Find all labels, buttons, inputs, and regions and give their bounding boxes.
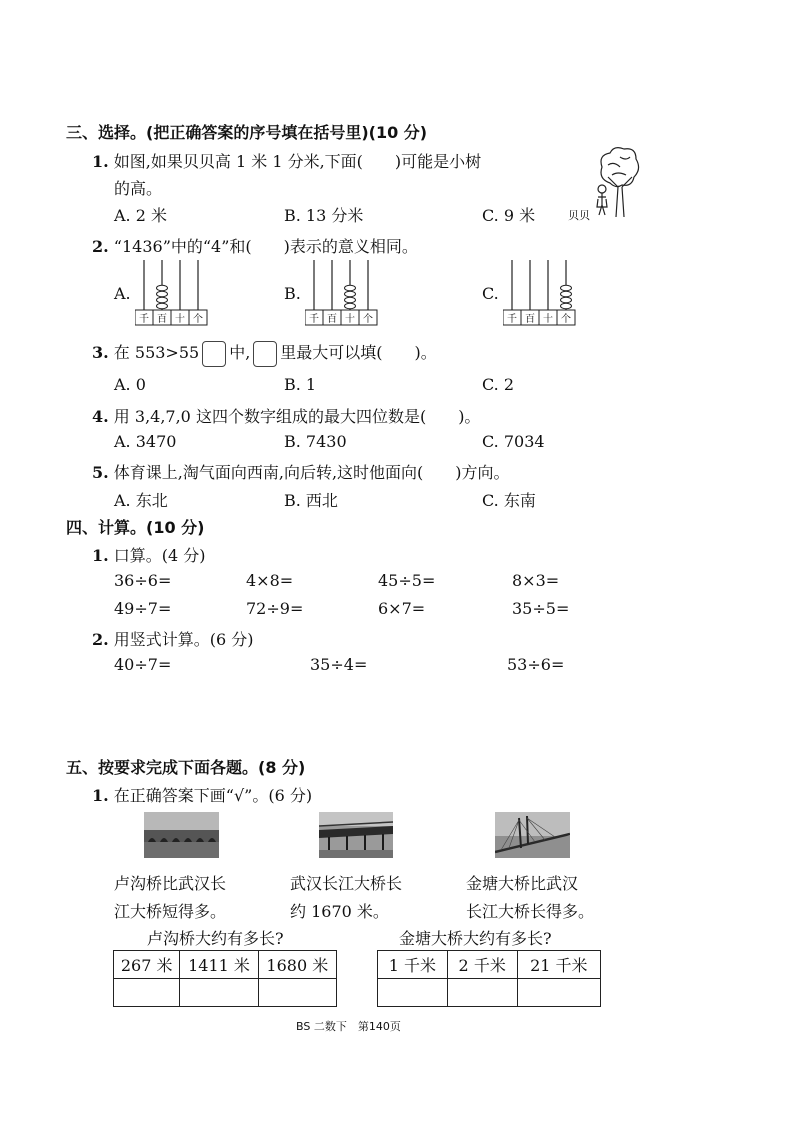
abacus-bead [345,291,356,297]
blank-box [202,341,226,367]
s5-p1-title: 在正确答案下画“√”。(6 分) [113,786,313,805]
table2-question: 金塘大桥大约有多长? [399,929,552,948]
bridge-caption: 长江大桥长得多。 [466,902,595,921]
abacus-bead [561,291,572,297]
s4-p1-heading [92,543,206,566]
abacus-place-label: 百 [157,314,167,325]
abacus-bead [157,291,168,297]
bridge-caption: 约 1670 米。 [290,902,389,921]
section3-heading [66,120,427,143]
abacus-place-label: 千 [507,314,517,325]
q2-text: “1436”中的“4”和( )表示的意义相同。 [113,237,418,256]
answer-table-jintang [377,950,601,1007]
q4-line [92,404,480,427]
abacus-bead [345,297,356,303]
oral-calc-item: 36÷6= [114,571,172,590]
option-cell: 21 千米 [517,951,600,979]
bridge-caption: 金塘大桥比武汉 [466,874,579,893]
abacus-b [305,258,380,328]
section3-title: 三、选择。 [66,123,147,142]
q2-option-b: B. [284,284,301,303]
oral-calc-item: 49÷7= [114,599,172,618]
abacus-bead [561,297,572,303]
lugou-bridge-photo [144,812,219,858]
q5-line [92,460,510,483]
q2-line [92,234,418,257]
section4-heading [66,515,204,538]
q1-line1 [92,149,481,172]
bridge-caption: 卢沟桥比武汉长 [114,874,227,893]
abacus-bead [157,285,168,291]
abacus-place-label: 个 [561,314,571,325]
abacus-place-label: 十 [175,314,185,325]
q3-option-b: B. 1 [284,375,317,394]
option-cell: 2 千米 [447,951,517,979]
jintang-bridge-photo [495,812,570,858]
page-footer: BS 二数下 第140页 [296,1020,401,1033]
q2-number: 2. [92,237,109,256]
abacus-place-label: 个 [363,314,373,325]
option-cell: 1 千米 [378,951,448,979]
q4-option-c: C. 7034 [482,432,545,451]
option-cell: 267 米 [114,951,180,979]
bridge-caption: 武汉长江大桥长 [290,874,403,893]
abacus-bead [345,303,356,309]
abacus-bead [561,285,572,291]
abacus-place-label: 个 [193,314,203,325]
blank-box [253,341,277,367]
abacus-c [503,258,578,328]
s4-p1-number: 1. [92,546,109,565]
q4-text: 用 3,4,7,0 这四个数字组成的最大四位数是( )。 [113,407,481,426]
q1-text-line2: 的高。 [114,179,163,198]
q5-number: 5. [92,463,109,482]
oral-calc-item: 45÷5= [378,571,436,590]
answer-cell[interactable] [258,979,336,1007]
q3-text-b: 中, [229,343,251,362]
q1-option-b: B. 13 分米 [284,206,364,225]
q3-option-a: A. 0 [114,375,146,394]
q5-option-b: B. 西北 [284,491,338,510]
option-cell: 1411 米 [180,951,258,979]
abacus-bead [157,303,168,309]
abacus-place-label: 千 [309,314,319,325]
figure-caption: 贝贝 [568,209,590,222]
s4-p2-title: 用竖式计算。(6 分) [113,630,254,649]
abacus-bead [157,297,168,303]
abacus-place-label: 千 [139,314,149,325]
q3-line [92,340,437,367]
answer-cell[interactable] [378,979,448,1007]
section4-note: (10 分) [146,518,205,537]
s4-p2-number: 2. [92,630,109,649]
q3-option-c: C. 2 [482,375,515,394]
q4-option-a: A. 3470 [114,432,177,451]
q1-option-c: C. 9 米 [482,206,536,225]
oral-calc-item: 8×3= [512,571,560,590]
q5-option-a: A. 东北 [114,491,168,510]
answer-cell[interactable] [447,979,517,1007]
oral-calc-item: 35÷5= [512,599,570,618]
answer-cell[interactable] [114,979,180,1007]
abacus-a [135,258,210,328]
q2-option-c: C. [482,284,499,303]
abacus-place-label: 十 [543,314,553,325]
section5-note: (8 分) [258,758,306,777]
answer-cell[interactable] [517,979,600,1007]
q4-option-b: B. 7430 [284,432,347,451]
s4-p2-heading [92,627,254,650]
section4-title: 四、计算。 [66,518,147,537]
q1-text: 如图,如果贝贝高 1 米 1 分米,下面( )可能是小树 [113,152,482,171]
abacus-place-label: 百 [327,314,337,325]
vertical-calc-item: 40÷7= [114,655,172,674]
answer-table-lugou [113,950,337,1007]
q4-number: 4. [92,407,109,426]
section5-heading [66,755,305,778]
vertical-calc-item: 35÷4= [310,655,368,674]
abacus-bead [561,303,572,309]
oral-calc-item: 72÷9= [246,599,304,618]
q3-number: 3. [92,343,109,362]
s5-p1-heading [92,783,312,806]
q3-text-c: 里最大可以填( )。 [280,343,437,362]
vertical-calc-item: 53÷6= [507,655,565,674]
wuhan-yangtze-bridge-photo [319,812,393,858]
s4-p1-title: 口算。(4 分) [113,546,206,565]
q2-option-a: A. [114,284,131,303]
answer-cell[interactable] [180,979,258,1007]
q1-number: 1. [92,152,109,171]
q3-text-a: 在 553>55 [113,343,200,362]
option-cell: 1680 米 [258,951,336,979]
q5-text: 体育课上,淘气面向西南,向后转,这时他面向( )方向。 [113,463,510,482]
oral-calc-item: 4×8= [246,571,294,590]
q1-option-a: A. 2 米 [114,206,167,225]
table1-question: 卢沟桥大约有多长? [147,929,284,948]
q5-option-c: C. 东南 [482,491,536,510]
oral-calc-item: 6×7= [378,599,426,618]
tree-and-girl-illustration [590,143,642,219]
bridge-caption: 江大桥短得多。 [114,902,227,921]
abacus-place-label: 十 [345,314,355,325]
section5-title: 五、按要求完成下面各题。 [66,758,259,777]
section3-note: (把正确答案的序号填在括号里)(10 分) [146,123,428,142]
abacus-place-label: 百 [525,314,535,325]
abacus-bead [345,285,356,291]
s5-p1-number: 1. [92,786,109,805]
